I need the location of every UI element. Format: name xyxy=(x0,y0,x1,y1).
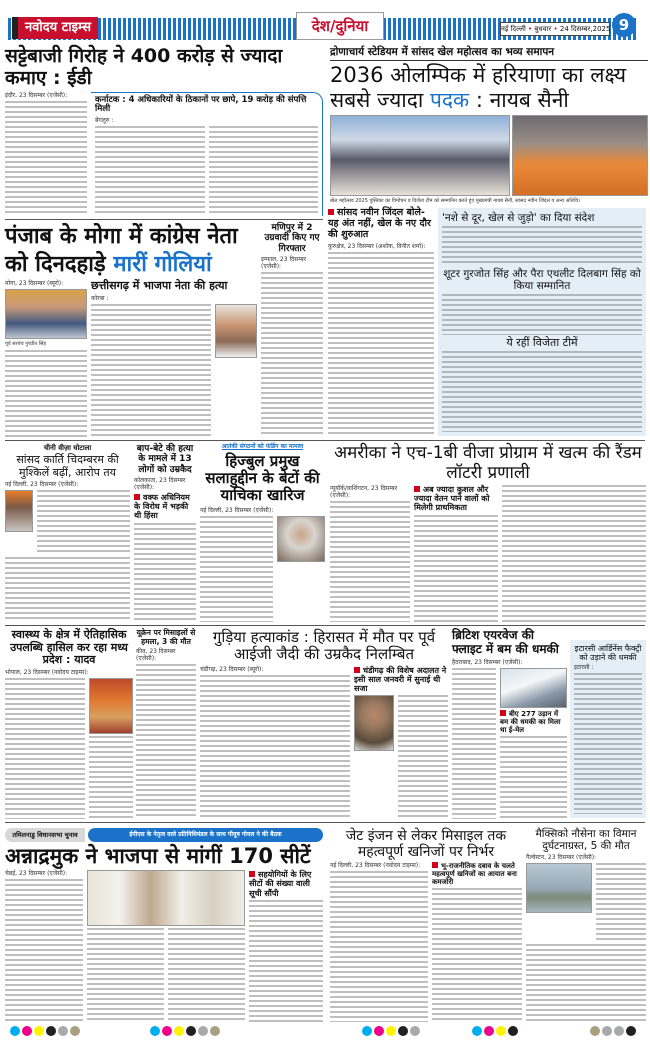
chhattisgarh-dateline: कोरबा : xyxy=(91,294,109,302)
body-text xyxy=(261,272,323,437)
karnataka-dateline: बेंगलुरु : xyxy=(95,117,114,125)
body-text xyxy=(91,304,211,437)
body-text xyxy=(5,350,87,437)
photo-bjp-leader xyxy=(215,304,257,358)
body-text xyxy=(452,668,496,819)
newspaper-logo: नवोदय टाइम्स xyxy=(12,17,98,39)
photo-aiadmk-delegation xyxy=(87,870,245,926)
aiadmk-pill: ईपीएस के नेतृत्व वाले प्रतिनिधिमंडल के साथ पीयूष गोयल ने की बैठक xyxy=(88,828,323,842)
minerals-box: भू-राजनीतिक दबाव के चलते महत्वपूर्ण खनिजों का आयात बना कमजोरी xyxy=(432,862,517,887)
masthead xyxy=(0,0,650,44)
minerals-story xyxy=(330,828,522,1022)
body-text xyxy=(398,695,448,819)
mexico-story xyxy=(526,828,646,1022)
hizbul-headline: हिज्बुल प्रमुख सलाहुद्दीन के बेटों की याचिका खारिज xyxy=(205,451,320,505)
aiadmk-dateline: चेन्नई, 23 दिसम्बर (एजेंसी): xyxy=(5,870,68,878)
ed-story xyxy=(5,46,323,216)
issue-date: नई दिल्ली • बुधवार • 24 दिसम्बर,2025 xyxy=(500,22,610,36)
karti-headline: सांसद कार्ति चिदम्बरम की मुश्किलें बढ़ीं, आरोप तय xyxy=(16,453,119,479)
jindal-dateline: कुरुक्षेत्र, 23 दिसम्बर (अशोक, विनीत शर्मा): xyxy=(328,242,426,250)
murder13-dateline: कोलकाता, 23 दिसम्बर (एजेंसी): xyxy=(134,477,186,492)
body-text xyxy=(209,126,319,216)
hizbul-story xyxy=(200,444,325,622)
mexico-headline: मैक्सिको नौसेना का विमान दुर्घटनाग्रस्त, 5 की मौत xyxy=(535,828,637,853)
day: बुधवार xyxy=(534,25,552,33)
photo-salahuddin xyxy=(277,516,325,562)
h1b-headline: अमरीका ने एच-1बी वीजा प्रोग्राम में खत्म की रैंडम लॉटरी प्रणाली xyxy=(334,443,642,483)
karti-dateline: नई दिल्ली, 23 दिसम्बर (एजेंसी): xyxy=(5,481,79,489)
punjab-headline: पंजाब के मोगा में कांग्रेस नेता को दिनदहाड़े मारीं गोलियां xyxy=(5,224,238,277)
photo-aircraft xyxy=(500,668,567,708)
mp-story xyxy=(5,629,133,819)
photo-karti-chidambaram xyxy=(5,490,33,532)
sports-info-box xyxy=(438,208,646,436)
mp-headline: स्वास्थ्य के क्षेत्र में ऐतिहासिक उपलब्धि हासिल कर रहा मध्य प्रदेश : यादव xyxy=(10,628,128,667)
body-text xyxy=(5,678,85,819)
itarsi-headline: इटारसी आर्डिनेंस फैक्ट्री को उड़ाने की धमकी xyxy=(574,644,642,663)
photo-mohan-yadav xyxy=(89,678,133,734)
karti-kicker: चीनी वीज़ा घोटाला xyxy=(43,444,92,452)
body-text xyxy=(442,351,642,432)
body-text xyxy=(330,501,410,622)
karnataka-headline: कर्नाटक : 4 अधिकारियों के ठिकानों पर छापे, 19 करोड़ की संपत्ति मिली xyxy=(95,94,307,115)
page-number: 9 xyxy=(612,13,636,37)
headline-highlight: पदक xyxy=(429,88,470,113)
jindal-headline: सांसद नवीन जिंदल बोले- यह अंत नहीं, खेल के नए दौर की शुरुआत xyxy=(328,207,431,240)
olympic-kicker: द्रोणाचार्य स्टेडियम में सांसद खेल महोत्सव का भव्य समापन xyxy=(330,46,648,61)
body-text xyxy=(574,673,642,814)
photo-gurpreet-singh xyxy=(5,289,87,339)
date: 24 दिसम्बर,2025 xyxy=(559,25,611,33)
karnataka-box xyxy=(91,92,323,216)
h1b-dateline: न्यूयॉर्क/वाशिंगटन, 23 दिसम्बर (एजेंसी): xyxy=(330,485,398,500)
body-text xyxy=(37,490,130,555)
body-text xyxy=(89,736,133,819)
punjab-region xyxy=(5,223,323,437)
gudiya-dateline: चंडीगढ़, 23 दिसम्बर (ब्यूरो): xyxy=(200,665,264,673)
gudiya-story xyxy=(200,629,448,819)
body-text xyxy=(442,294,642,334)
body-text xyxy=(432,888,522,1022)
ba-story xyxy=(452,629,567,819)
murder13-box: वक्फ अधिनियम के विरोध में भड़की थी हिंसा xyxy=(134,493,190,521)
ukraine-story xyxy=(136,629,196,819)
aiadmk-story xyxy=(5,828,323,1022)
ukraine-dateline: कीव, 23 दिसम्बर (एजेंसी): xyxy=(136,648,176,663)
mexico-dateline: गैल्वेस्टन, 23 दिसम्बर (एजेंसी): xyxy=(526,854,597,862)
city: नई दिल्ली xyxy=(501,25,526,33)
headline-highlight: मारीं गोलियां xyxy=(113,251,212,277)
section-title: देश/दुनिया xyxy=(296,12,384,40)
body-text xyxy=(442,226,642,266)
minerals-headline: जेट इंजन से लेकर मिसाइल तक महत्वपूर्ण खनिजों पर निर्भर xyxy=(345,828,507,861)
jindal-story xyxy=(328,208,434,436)
photo-plane-crash xyxy=(526,863,592,913)
body-text xyxy=(502,485,646,622)
body-text xyxy=(87,928,164,1022)
body-text xyxy=(328,252,434,436)
body-text xyxy=(134,523,196,622)
punjab-dateline: मोगा, 23 दिसम्बर (ब्यूरो): xyxy=(5,280,64,287)
hizbul-dateline: नई दिल्ली, 23 दिसम्बर (एजेंसी): xyxy=(200,506,274,514)
ukraine-headline: यूक्रेन पर मिसाइलों से हमला, 3 की मौत xyxy=(136,628,196,646)
body-text xyxy=(500,736,567,819)
punjab-photo-caption: पूर्व सरपंच गुरप्रीत सिंह xyxy=(5,341,47,347)
aiadmk-headline: अन्नाद्रमुक ने भाजपा से मांगीं 170 सीटें xyxy=(5,844,311,868)
body-text xyxy=(200,675,350,820)
body-text xyxy=(168,928,245,1022)
body-text xyxy=(200,516,273,622)
aiadmk-tag: तमिलनाडु विधानसभा चुनाव xyxy=(5,828,85,842)
itarsi-dateline: इटारसी : xyxy=(574,664,594,672)
body-text xyxy=(136,664,196,819)
body-text xyxy=(5,101,87,216)
minerals-dateline: नई दिल्ली, 23 दिसम्बर (नवोदय टाइम्स): xyxy=(330,862,421,870)
manipur-dateline: इम्फाल, 23 दिसम्बर (एजेंसी): xyxy=(261,256,307,271)
body-text xyxy=(249,900,323,1022)
shooter-headline: शूटर गुरजोत सिंह और पैरा एथलीट दिलबाग सिंह को किया सम्मानित xyxy=(443,268,641,293)
gudiya-box: चंडीगढ़ की विशेष अदालत ने इसी साल जनवरी में सुनाई थी सजा xyxy=(354,665,447,693)
hizbul-kicker: आतंकी संगठनों को फंडिंग का मामला xyxy=(221,443,304,450)
gudiya-headline: गुड़िया हत्याकांड : हिरासत में मौत पर पूर्व आईजी जैदी की उम्रकैद निलम्बित xyxy=(212,628,436,664)
body-text xyxy=(95,126,205,216)
ba-box: बीए 277 उड़ान में बम की धमकी का मिला था ई-मेल xyxy=(500,709,561,734)
ba-headline: ब्रिटिश एयरवेज की फ्लाइट में बम की धमकी xyxy=(452,628,559,656)
photo-winning-team xyxy=(512,115,648,196)
mp-dateline: भोपाल, 23 दिसम्बर (नवोदय टाइम्स): xyxy=(5,668,89,676)
body-text xyxy=(330,871,428,1022)
body-text xyxy=(5,879,83,1022)
body-text xyxy=(5,557,130,622)
photo-cm-release-booklet xyxy=(330,115,510,196)
ba-dateline: हैदराबाद, 23 दिसम्बर (एजेंसी): xyxy=(452,658,523,666)
winners-headline: ये रहीं विजेता टीमें xyxy=(506,335,578,349)
h1b-story xyxy=(330,444,646,622)
photo-ig-zaidi xyxy=(354,695,394,751)
body-text xyxy=(414,515,498,622)
chhattisgarh-headline: छत्तीसगढ़ में भाजपा नेता की हत्या xyxy=(91,279,228,292)
ed-headline: सट्टेबाजी गिरोह ने 400 करोड़ से ज्यादा कमाए : ईडी xyxy=(5,45,283,89)
h1b-box: अब ज्यादा कुशल और ज्यादा वेतन पाने वालों को मिलेगी प्राथमिकता xyxy=(414,485,490,513)
body-text xyxy=(596,863,646,941)
murder13-headline: बाप-बेटे की हत्या के मामले में 13 लोगों को उम्रकैद xyxy=(136,444,194,475)
ed-dateline: इंदौर, 23 दिसम्बर (एजेंसी): xyxy=(5,91,68,99)
olympic-story xyxy=(330,46,648,204)
nashe-headline: 'नशे से दूर, खेल से जुड़ो' का दिया संदेश xyxy=(442,212,595,224)
murder13-story xyxy=(134,444,196,622)
manipur-headline: मणिपुर में 2 उग्रवादी किए गए गिरफ्तार xyxy=(264,223,320,254)
karti-story xyxy=(5,444,130,622)
itarsi-box xyxy=(570,640,646,818)
aiadmk-box: सहयोगियों के लिए सीटों की संख्या वाली सूची सौंपी xyxy=(249,870,312,898)
body-text xyxy=(526,944,646,1022)
olympic-caption: खेल महोत्सव 2025 पुस्तिका का विमोचन व विजेता टीम को सम्मानित करते हुए मुख्यमंत्री नायब सैनी, सांसद नवीन जिंदल व अन्य अतिथि। xyxy=(330,198,580,204)
olympic-headline: 2036 ओलम्पिक में हरियाणा का लक्ष्य सबसे ज्यादा पदक : नायब सैनी xyxy=(330,63,627,113)
